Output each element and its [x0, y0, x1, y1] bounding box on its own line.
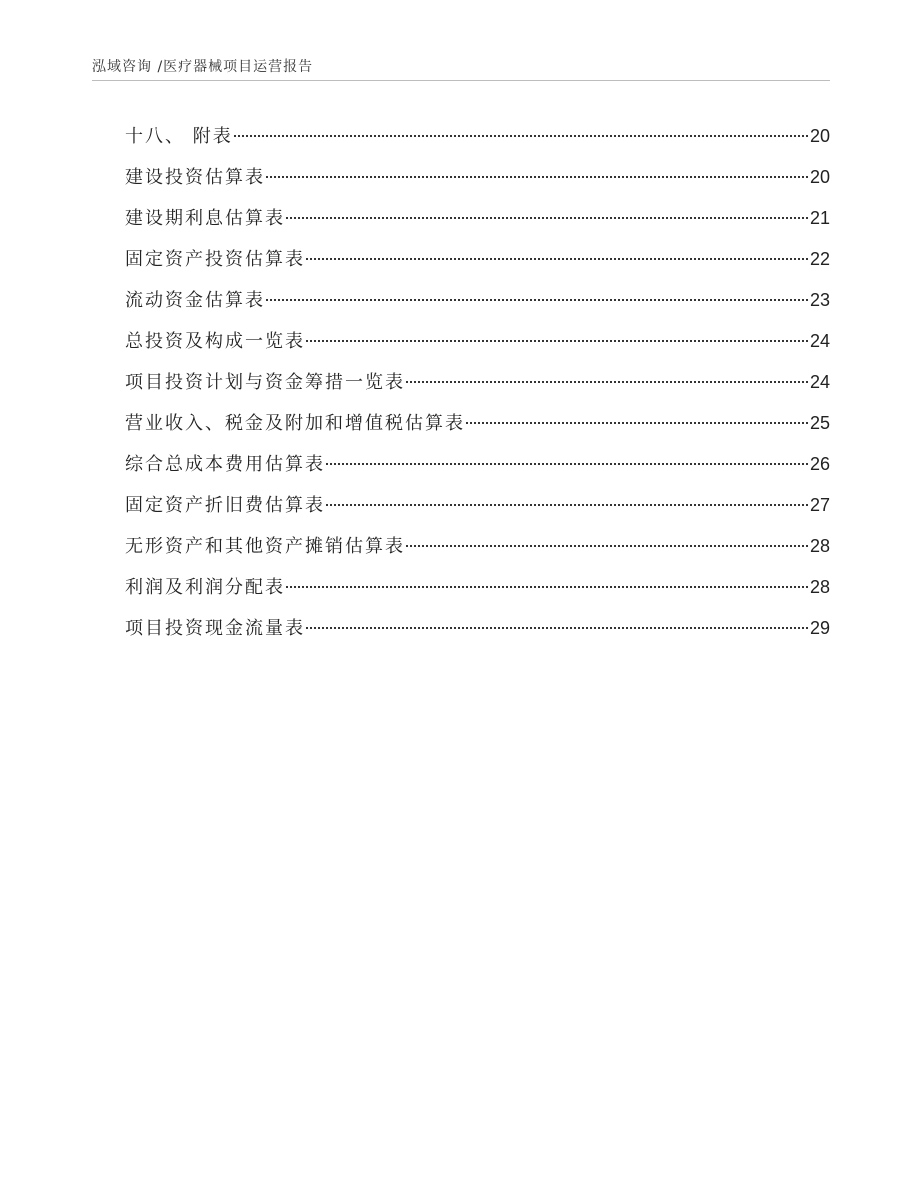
- toc-entry[interactable]: [125, 286, 830, 327]
- toc-entry-title: 建设期利息估算表: [125, 208, 285, 229]
- toc-entry-title: 项目投资现金流量表: [125, 618, 305, 639]
- toc-entry-title: 流动资金估算表: [125, 290, 265, 311]
- toc-dot-leader: [234, 135, 808, 137]
- toc-dot-leader: [306, 627, 808, 629]
- toc-dot-leader: [266, 299, 808, 301]
- toc-entry-title: 建设投资估算表: [125, 167, 265, 188]
- toc-entry[interactable]: [125, 204, 830, 245]
- toc-entry[interactable]: [125, 450, 830, 491]
- toc-entry-title: 总投资及构成一览表: [125, 331, 305, 352]
- toc-dot-leader: [466, 422, 808, 424]
- toc-entry-title: 项目投资计划与资金筹措一览表: [125, 372, 405, 393]
- toc-entry-title: 固定资产投资估算表: [125, 249, 305, 270]
- toc-entry-title: 利润及利润分配表: [125, 577, 285, 598]
- toc-dot-leader: [406, 545, 808, 547]
- toc-entry-page: 22: [809, 249, 830, 269]
- toc-entry-page: 20: [809, 167, 830, 187]
- toc-dot-leader: [306, 258, 808, 260]
- toc-entry-page: 26: [809, 454, 830, 474]
- toc-entry[interactable]: [125, 491, 830, 532]
- table-of-contents: [125, 122, 830, 655]
- toc-entry-page: 24: [809, 372, 830, 392]
- toc-entry-page: 24: [809, 331, 830, 351]
- toc-entry[interactable]: [125, 614, 830, 655]
- toc-dot-leader: [406, 381, 808, 383]
- toc-entry[interactable]: [125, 573, 830, 614]
- toc-entry-page: 21: [809, 208, 830, 228]
- toc-entry-title: 无形资产和其他资产摊销估算表: [125, 536, 405, 557]
- toc-entry[interactable]: [125, 245, 830, 286]
- toc-dot-leader: [286, 217, 808, 219]
- toc-dot-leader: [306, 340, 808, 342]
- toc-entry-page: 25: [809, 413, 830, 433]
- toc-entry-page: 28: [809, 536, 830, 556]
- toc-entry[interactable]: [125, 532, 830, 573]
- toc-entry-title: 十八、 附表: [125, 126, 233, 147]
- toc-entry[interactable]: [125, 122, 830, 163]
- toc-dot-leader: [326, 504, 808, 506]
- toc-dot-leader: [266, 176, 808, 178]
- toc-entry[interactable]: [125, 368, 830, 409]
- toc-entry-page: 23: [809, 290, 830, 310]
- toc-dot-leader: [326, 463, 808, 465]
- toc-entry[interactable]: [125, 163, 830, 204]
- toc-entry-title: 营业收入、税金及附加和增值税估算表: [125, 413, 465, 434]
- page-header: [92, 52, 830, 81]
- toc-entry-title: 固定资产折旧费估算表: [125, 495, 325, 516]
- toc-entry-title: 综合总成本费用估算表: [125, 454, 325, 475]
- toc-entry-page: 29: [809, 618, 830, 638]
- toc-entry-page: 27: [809, 495, 830, 515]
- toc-entry-page: 28: [809, 577, 830, 597]
- toc-dot-leader: [286, 586, 808, 588]
- toc-entry[interactable]: [125, 327, 830, 368]
- toc-entry-page: 20: [809, 126, 830, 146]
- header-title: 泓域咨询 /医疗器械项目运营报告: [92, 59, 314, 75]
- toc-entry[interactable]: [125, 409, 830, 450]
